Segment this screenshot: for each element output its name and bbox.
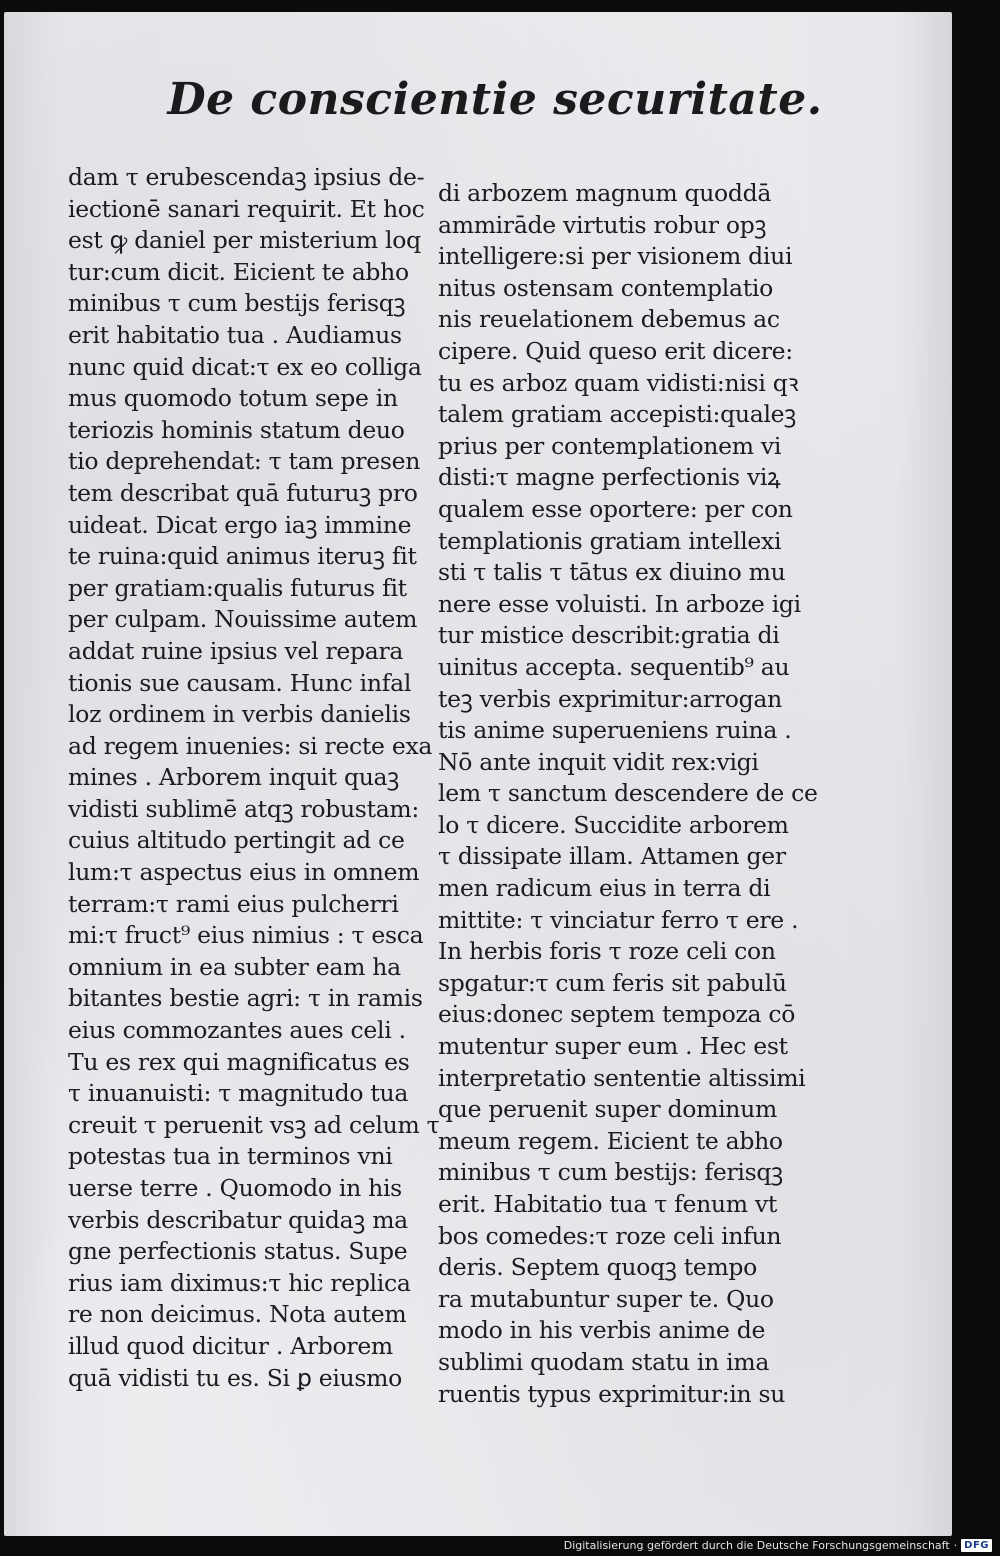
text-line: di arbozem magnum quoddā xyxy=(438,179,772,207)
text-line: tur:cum dicit. Eicient te abho xyxy=(68,257,409,286)
text-line: talem gratiam accepisti:qualeꝫ xyxy=(438,400,796,429)
text-line: uerse terre . Quomodo in his xyxy=(68,1174,402,1202)
text-line: que peruenit super dominum xyxy=(438,1095,777,1124)
text-line: gne perfectionis status. Supe xyxy=(68,1237,408,1266)
text-line: cuius altitudo pertingit ad ce xyxy=(68,826,405,855)
text-line: ad regem inuenies: si recte exa xyxy=(68,731,433,760)
text-line: τ inuanuisti: τ magnitudo tua xyxy=(68,1079,409,1108)
text-line: nere esse voluisti. In arboze igi xyxy=(438,589,801,618)
text-line: disti:τ magne perfectionis viꝝ xyxy=(438,463,781,492)
text-line: tur mistice describit:gratia di xyxy=(438,621,780,650)
text-line: verbis describatur quidaꝫ ma xyxy=(68,1205,408,1234)
text-line: addat ruine ipsius vel repara xyxy=(68,636,404,665)
text-line: mus quomodo totum sepe in xyxy=(68,384,398,413)
credit-separator: · xyxy=(953,1538,958,1552)
text-line: eius:donec septem tempoza cō xyxy=(438,1000,796,1029)
text-line: Nō ante inquit vidit rex:vigi xyxy=(438,747,759,776)
funding-credit xyxy=(564,1536,992,1554)
text-line: dam τ erubescendaꝫ ipsius de- xyxy=(68,163,425,191)
text-line: re non deicimus. Nota autem xyxy=(68,1300,407,1329)
text-line: per culpam. Nouissime autem xyxy=(68,605,418,634)
text-line: rius iam diximus:τ hic replica xyxy=(68,1268,411,1297)
text-line: deris. Septem quoqꝫ tempo xyxy=(438,1253,758,1282)
text-line: loz ordinem in verbis danielis xyxy=(68,700,411,729)
text-line: illud quod dicitur . Arborem xyxy=(68,1331,393,1360)
text-line: bos comedes:τ roze celi infun xyxy=(438,1221,782,1250)
text-line: ammirāde virtutis robur opꝫ xyxy=(438,210,767,239)
text-line: te ruina:quid animus iteruꝫ fit xyxy=(68,542,417,571)
text-line: tio deprehendat: τ tam presen xyxy=(68,447,421,476)
text-line: spgatur:τ cum feris sit pabulū xyxy=(438,968,787,997)
text-line: τ dissipate illam. Attamen ger xyxy=(438,842,786,871)
text-line: interpretatio sententie altissimi xyxy=(438,1063,806,1092)
text-line: tis anime superueniens ruina . xyxy=(438,716,792,745)
text-line: omnium in ea subter eam ha xyxy=(68,952,401,981)
text-line: teriozis hominis statum deuo xyxy=(68,415,405,444)
text-line: uideat. Dicat ergo iaꝫ immine xyxy=(68,510,412,539)
text-line: nis reuelationem debemus ac xyxy=(438,305,780,334)
text-line: terram:τ rami eius pulcherri xyxy=(68,889,399,918)
text-line: tionis sue causam. Hunc infal xyxy=(68,668,412,697)
text-line: vidisti sublimē atqꝫ robustam: xyxy=(68,794,420,823)
text-line: eius commozantes aues celi . xyxy=(68,1016,406,1045)
text-line: uinitus accepta. sequentib⁹ au xyxy=(438,652,790,681)
text-line: nunc quid dicat:τ ex eo colliga xyxy=(68,352,422,381)
text-line: minibus τ cum bestijs ferisqꝫ xyxy=(68,289,406,318)
text-line: qualem esse oportere: per con xyxy=(438,494,793,523)
text-line: potestas tua in terminos vni xyxy=(68,1142,393,1171)
text-line: minibus τ cum bestijs: ferisqꝫ xyxy=(438,1158,783,1187)
text-line: modo in his verbis anime de xyxy=(438,1316,766,1345)
text-line: mines . Arborem inquit quaꝫ xyxy=(68,763,399,792)
text-line: quā vidisti tu es. Si ꝑ eiusmo xyxy=(68,1363,402,1392)
left-text-column xyxy=(68,162,439,1394)
text-line: per gratiam:qualis futurus fit xyxy=(68,573,407,602)
text-line: mittite: τ vinciatur ferro τ ere . xyxy=(438,905,799,934)
text-line: sti τ talis τ tātus ex diuino mu xyxy=(438,558,786,587)
text-line: iectionē sanari requirit. Et hoc xyxy=(68,194,425,223)
text-line: erit habitatio tua . Audiamus xyxy=(68,320,402,349)
text-line: prius per contemplationem vi xyxy=(438,431,782,460)
text-line: ra mutabuntur super te. Quo xyxy=(438,1284,774,1313)
text-line: tem describat quā futuruꝫ pro xyxy=(68,478,418,507)
text-line: ruentis typus exprimitur:in su xyxy=(438,1379,786,1408)
text-line: mutentur super eum . Hec est xyxy=(438,1032,788,1061)
text-line: men radicum eius in terra di xyxy=(438,874,771,903)
text-line: mi:τ fruct⁹ eius nimius : τ esca xyxy=(68,921,424,950)
text-line: tu es arboz quam vidisti:nisi qꝛ xyxy=(438,368,799,397)
text-line: lo τ dicere. Succidite arborem xyxy=(438,810,789,839)
text-line: erit. Habitatio tua τ fenum vt xyxy=(438,1190,778,1218)
text-line: teꝫ verbis exprimitur:arrogan xyxy=(438,684,782,713)
text-line: templationis gratiam intellexi xyxy=(438,526,782,555)
text-line: Tu es rex qui magnificatus es xyxy=(68,1047,410,1076)
text-line: lum:τ aspectus eius in omnem xyxy=(68,858,420,887)
text-line: cipere. Quid queso erit dicere: xyxy=(438,336,793,365)
text-line: creuit τ peruenit vsꝫ ad celum τ xyxy=(68,1110,440,1139)
text-line: In herbis foris τ roze celi con xyxy=(438,937,776,966)
text-line: lem τ sanctum descendere de ce xyxy=(438,779,818,808)
book-page xyxy=(4,12,952,1536)
text-line: meum regem. Eicient te abho xyxy=(438,1126,783,1155)
text-line: bitantes bestie agri: τ in ramis xyxy=(68,984,423,1013)
funding-credit-text: Digitalisierung gefördert durch die Deutsche Forschungsgemeinschaft xyxy=(563,1538,950,1552)
dfg-logo-icon: DFG xyxy=(961,1539,992,1552)
page-title: De conscientie securitate. xyxy=(167,74,823,125)
text-line: intelligere:si per visionem diui xyxy=(438,242,793,271)
text-line: est ꝙ daniel per misterium loq xyxy=(68,226,421,255)
right-text-column xyxy=(438,178,818,1410)
text-line: nitus ostensam contemplatio xyxy=(438,273,773,302)
text-line: sublimi quodam statu in ima xyxy=(438,1347,770,1376)
